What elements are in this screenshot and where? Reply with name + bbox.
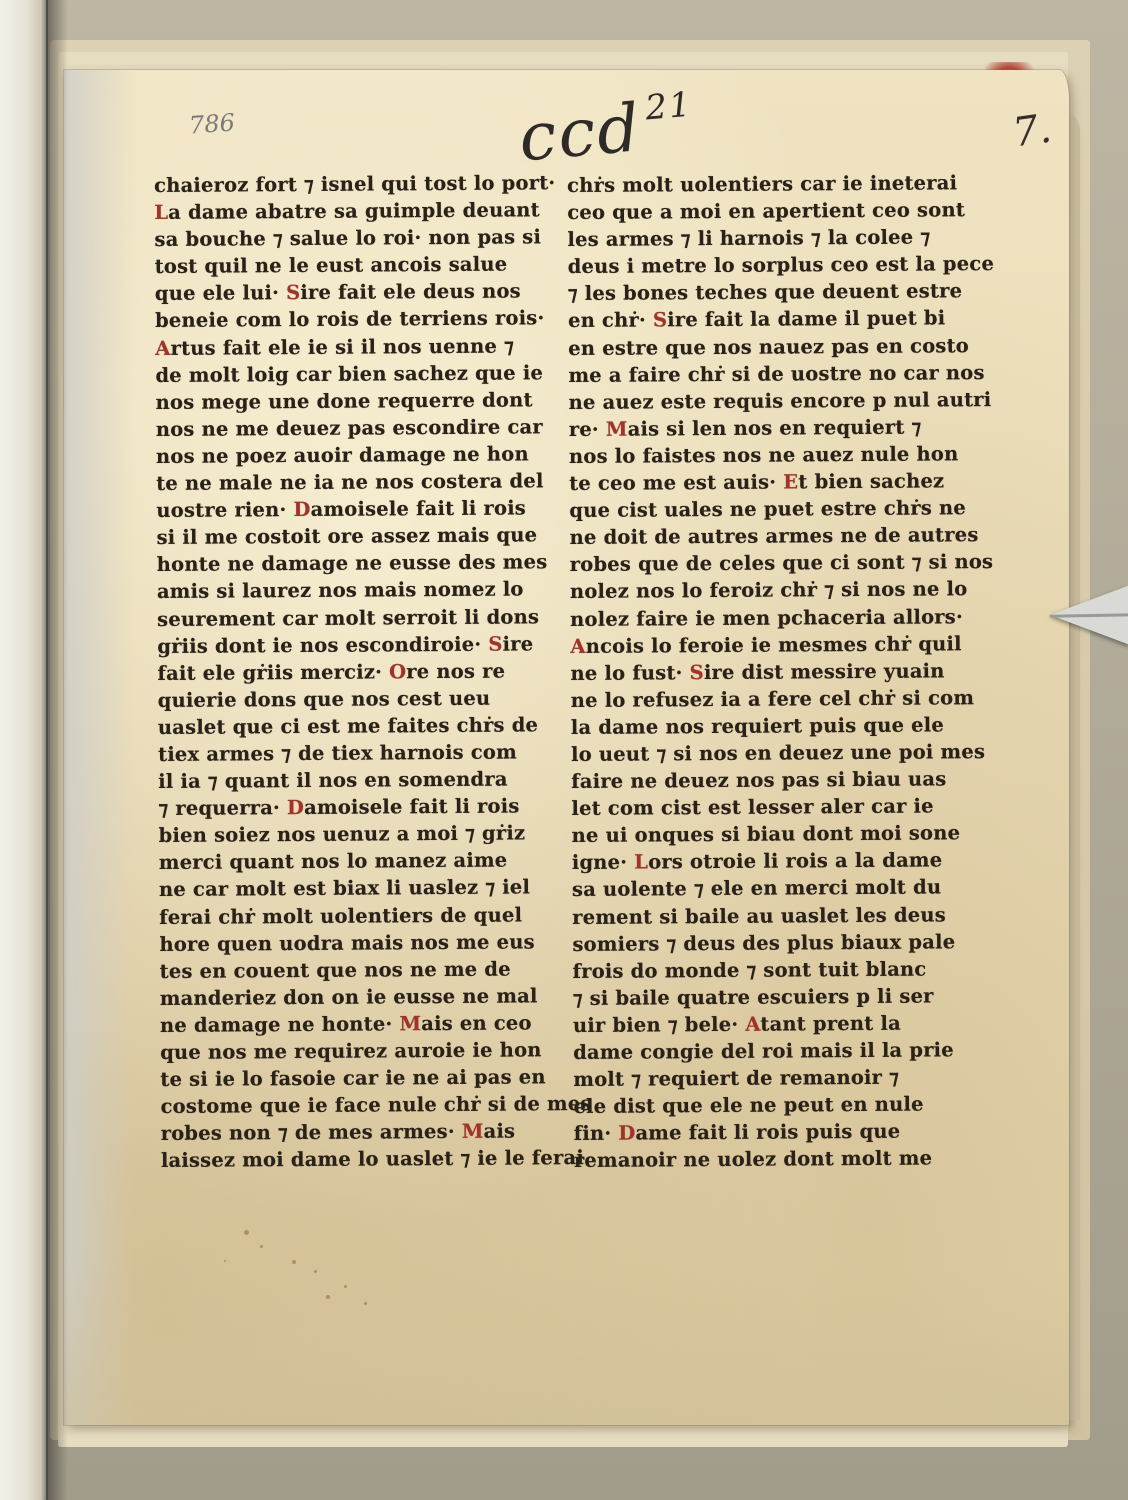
- shelf-mark-text: ccd: [515, 89, 645, 177]
- manuscript-line: beneie com lo rois de terriens rois·: [154, 306, 545, 333]
- manuscript-line: que cist uales ne puet estre chṙs ne: [569, 496, 967, 523]
- manuscript-line: igne· Lors otroie li rois a la dame: [571, 848, 943, 875]
- manuscript-line: nos ne poez auoir damage ne hon: [155, 442, 529, 468]
- ink-speck: [364, 1302, 367, 1305]
- text-column-right: [567, 169, 995, 1174]
- manuscript-line: honte ne damage ne eusse des mes: [156, 550, 548, 577]
- shelf-mark-note: [516, 85, 697, 177]
- manuscript-line: molt ⁊ requiert de remanoir ⁊: [573, 1065, 900, 1092]
- manuscript-folio: [64, 70, 1069, 1425]
- manuscript-line: let com cist est lesser aler car ie: [571, 794, 934, 821]
- manuscript-line: les armes ⁊ li harnois ⁊ la colee ⁊: [567, 225, 931, 252]
- manuscript-line: chaieroz fort ⁊ isnel qui tost lo port·: [154, 171, 556, 197]
- ink-speck: [244, 1230, 249, 1235]
- manuscript-line: me a faire chṙ si de uostre no car nos: [568, 360, 985, 387]
- folio-stain-bottom: [64, 1265, 1069, 1425]
- manuscript-line: la dame nos requiert puis que ele: [570, 713, 945, 739]
- folio-stain-left: [64, 70, 134, 1425]
- manuscript-line: fin· Dame fait li rois puis que: [573, 1119, 901, 1146]
- manuscript-line: seurement car molt serroit li dons: [157, 604, 540, 631]
- manuscript-line: ne lo fust· Sire dist messire yuain: [570, 659, 945, 685]
- manuscript-line: uir bien ⁊ bele· Atant prent la: [572, 1011, 901, 1037]
- ink-speck: [314, 1270, 317, 1273]
- manuscript-line: te si ie lo fasoie car ie ne ai pas en: [160, 1065, 546, 1092]
- manuscript-line: de molt loig car bien sachez que ie: [155, 360, 544, 387]
- manuscript-line: deus i metre lo sorplus ceo est la pece: [567, 252, 995, 279]
- manuscript-line: te ne male ne ia ne nos costera del: [156, 469, 544, 496]
- text-column-left: [154, 169, 592, 1174]
- manuscript-line: remanoir ne uolez dont molt me: [573, 1146, 933, 1173]
- manuscript-line: sa uolente ⁊ ele en merci molt du: [571, 875, 942, 902]
- manuscript-line: frois do monde ⁊ sont tuit blanc: [572, 957, 927, 983]
- manuscript-line: tiex armes ⁊ de tiex harnois com: [157, 740, 517, 766]
- manuscript-line: il ia ⁊ quant il nos en somendra: [158, 767, 508, 794]
- manuscript-line: nos ne me deuez pas escondire car: [155, 415, 543, 441]
- manuscript-line: fait ele gṙiis merciz· Ore nos re: [157, 659, 506, 685]
- folio-number-note: 786: [188, 108, 236, 140]
- manuscript-line: tes en couent que nos ne me de: [159, 957, 511, 983]
- ink-speck: [326, 1295, 330, 1299]
- manuscript-line: ne ui onques si biau dont moi sone: [571, 821, 961, 848]
- manuscript-line: nos lo faistes nos ne auez nule hon: [568, 442, 959, 468]
- manuscript-line: ne car molt est biax li uaslez ⁊ iel: [158, 875, 531, 902]
- manuscript-line: que nos me requirez auroie ie hon: [160, 1038, 542, 1064]
- manuscript-line: ne lo refusez ia a fere cel chṙ si com: [570, 685, 975, 712]
- gutter-shadow: [46, 0, 68, 1500]
- manuscript-line: gṙiis dont ie nos escondiroie· Sire: [157, 631, 534, 658]
- manuscript-line: que ele lui· Sire fait ele deus nos: [154, 279, 521, 306]
- ink-speck: [344, 1285, 347, 1288]
- manuscript-line: ne doit de autres armes ne de autres: [569, 523, 979, 550]
- manuscript-line: en estre que nos nauez pas en costo: [568, 333, 970, 360]
- manuscript-line: somiers ⁊ deus des plus biaux pale: [572, 929, 956, 956]
- manuscript-line: uaslet que ci est me faites chṙs de: [157, 713, 539, 739]
- manuscript-line: ⁊ requerra· Damoisele fait li rois: [158, 794, 520, 821]
- previous-page-edge: [0, 0, 48, 1500]
- manuscript-line: ferai chṙ molt uolentiers de quel: [159, 902, 523, 929]
- corner-folio-note: 7.: [1009, 105, 1055, 157]
- manuscript-line: chṙs molt uolentiers car ie ineterai: [567, 171, 958, 197]
- manuscript-line: ne auez este requis encore p nul autri: [568, 387, 992, 414]
- manuscript-line: re· Mais si len nos en requiert ⁊: [568, 415, 922, 441]
- manuscript-line: nolez nos lo feroiz chṙ ⁊ si nos ne lo: [569, 577, 968, 604]
- ink-speck: [224, 1260, 226, 1262]
- manuscript-line: te ceo me est auis· Et bien sachez: [569, 469, 945, 496]
- manuscript-line: en chṙ· Sire fait la dame il puet bi: [567, 306, 946, 333]
- manuscript-line: manderiez don on ie eusse ne mal: [159, 984, 538, 1010]
- manuscript-line: bien soiez nos uenuz a moi ⁊ gṙiz: [158, 821, 526, 848]
- manuscript-line: faire ne deuez nos pas si biau uas: [571, 767, 947, 794]
- manuscript-line: La dame abatre sa guimple deuant: [154, 198, 540, 225]
- manuscript-line: Ancois lo feroie ie mesmes chṙ quil: [570, 631, 962, 658]
- manuscript-line: ⁊ si baile quatre escuiers p li ser: [572, 984, 934, 1010]
- manuscript-line: tost quil ne le eust ancois salue: [154, 252, 508, 279]
- manuscript-line: ne damage ne honte· Mais en ceo: [159, 1011, 532, 1037]
- manuscript-line: hore quen uodra mais nos me eus: [159, 929, 535, 956]
- ink-speck: [292, 1260, 296, 1264]
- manuscript-line: quierie dons que nos cest ueu: [157, 686, 491, 712]
- manuscript-line: Artus fait ele ie si il nos uenne ⁊: [155, 334, 515, 360]
- manuscript-line: costome que ie face nule chṙ si de mes: [160, 1092, 592, 1119]
- manuscript-line: si il me costoit ore assez mais que: [156, 523, 538, 550]
- manuscript-line: nolez faire ie men pchaceria allors·: [570, 604, 963, 631]
- manuscript-line: robes que de celes que ci sont ⁊ si nos: [569, 550, 994, 577]
- manuscript-line: lo ueut ⁊ si nos en deuez une poi mes: [570, 740, 986, 766]
- manuscript-line: rement si baile au uaslet les deus: [572, 902, 947, 929]
- manuscript-line: robes non ⁊ de mes armes· Mais: [160, 1119, 516, 1146]
- shelf-mark-number: 21: [643, 84, 695, 129]
- manuscript-line: laissez moi dame lo uaslet ⁊ ie le ferai: [160, 1146, 584, 1173]
- manuscript-line: dame congie del roi mais il la prie: [573, 1038, 954, 1064]
- manuscript-line: nos mege une done requerre dont: [155, 388, 533, 414]
- manuscript-line: ⁊ les bones teches que deuent estre: [567, 279, 963, 306]
- manuscript-line: sa bouche ⁊ salue lo roi· non pas si: [154, 225, 542, 252]
- manuscript-line: ceo que a moi en apertient ceo sont: [567, 198, 966, 225]
- ink-speck: [260, 1245, 263, 1248]
- manuscript-line: amis si laurez nos mais nomez lo: [156, 577, 524, 604]
- manuscript-line: uostre rien· Damoisele fait li rois: [156, 496, 527, 523]
- manuscript-line: merci quant nos lo manez aime: [158, 848, 508, 875]
- manuscript-line: ele dist que ele ne peut en nule: [573, 1092, 924, 1119]
